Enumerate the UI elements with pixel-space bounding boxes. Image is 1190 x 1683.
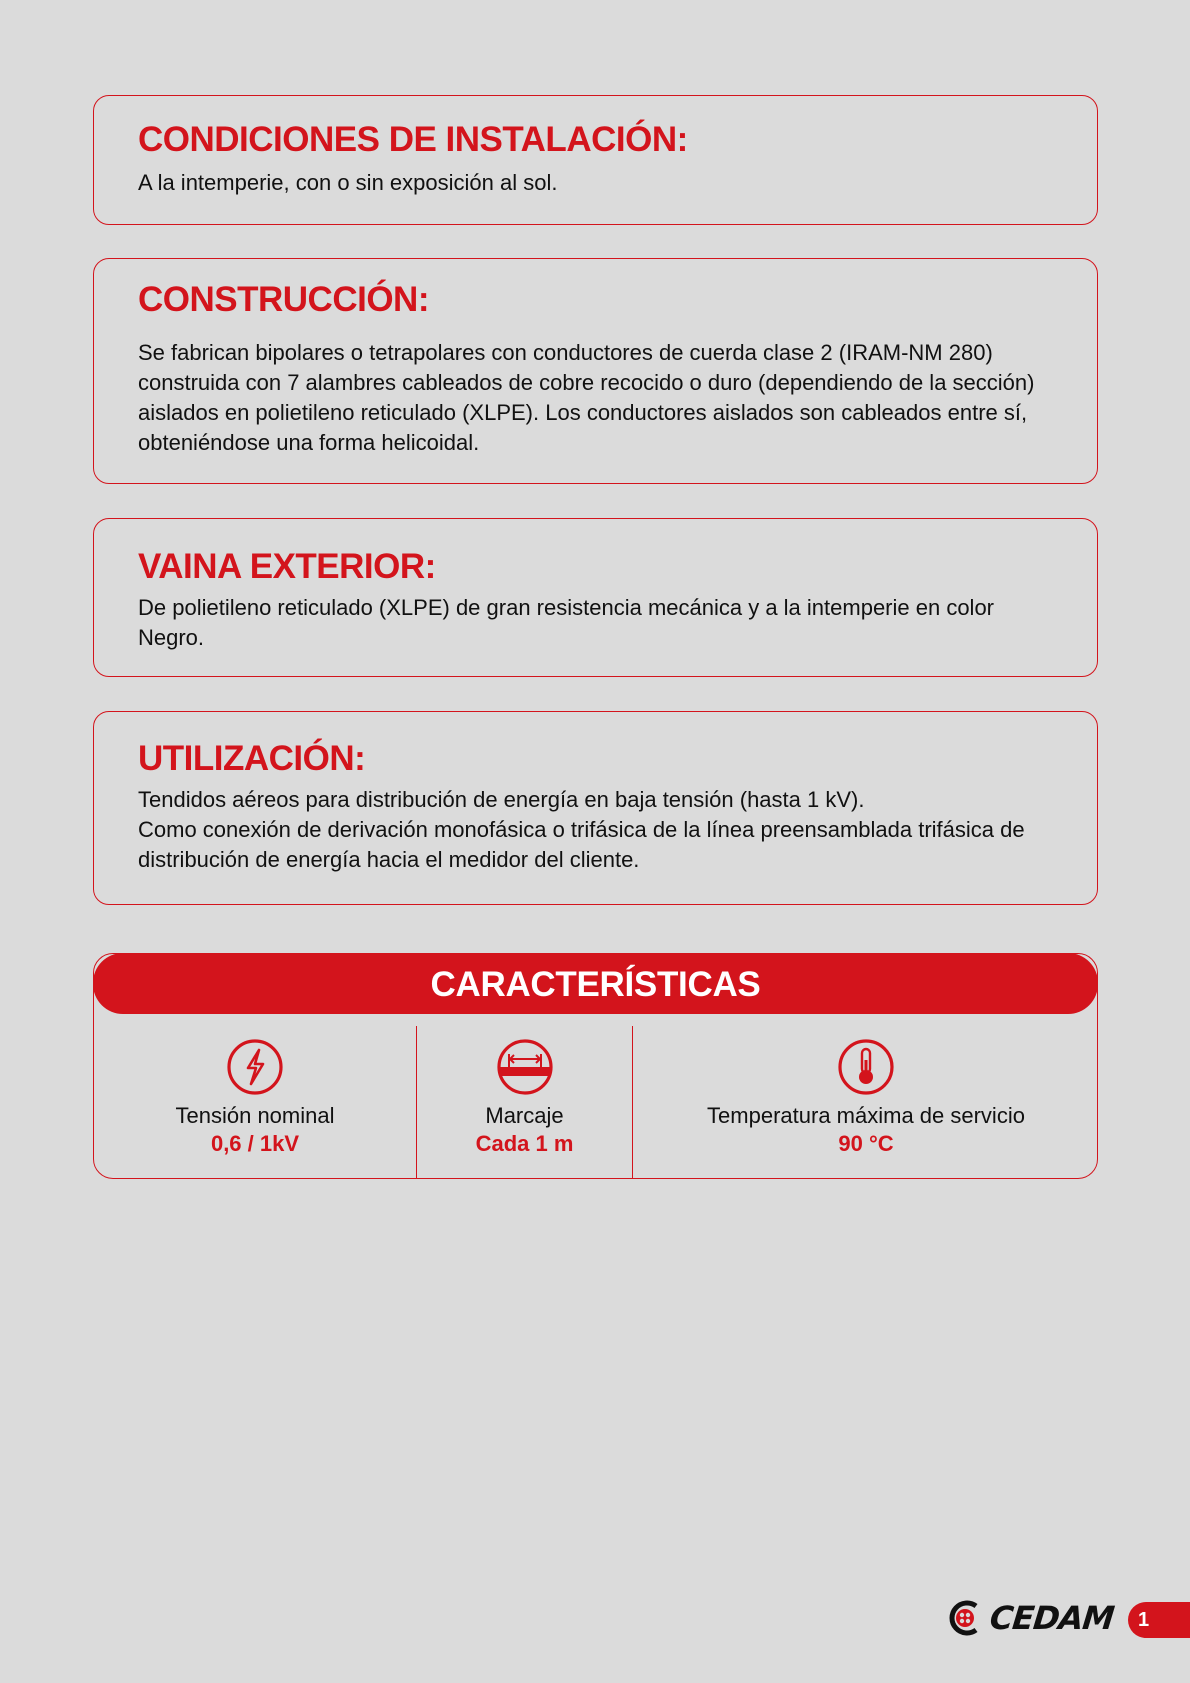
usage-text-line2: Como conexión de derivación monofásica o trifásica de la línea preensamblada trifásica de distribución de energía hacia el medidor del cliente. [138,817,1025,872]
feature-marking [417,1026,632,1178]
feature-label: Marcaje [485,1103,564,1128]
outer-sheath-title: VAINA EXTERIOR: [138,547,436,586]
outer-sheath-text: De polietileno reticulado (XLPE) de gran resistencia mecánica y a la intemperie en color Negro. [138,595,995,650]
logo-wordmark: CEDAM [988,1599,1116,1637]
lightning-icon [226,1038,284,1096]
usage-title: UTILIZACIÓN: [138,739,366,778]
construction-text: Se fabrican bipolares o tetrapolares con conductores de cuerda clase 2 (IRAM-NM 280) construida con 7 alambres cableados de cobre recocido o duro (dependiendo de la sección) aislados en polietileno reticulado (XLPE). Los conductores aislados son cableados entre sí, obteniéndose una forma helicoidal. [138,340,1035,455]
feature-label: Temperatura máxima de servicio [707,1103,1025,1128]
feature-label: Tensión nominal [175,1103,335,1128]
usage-text-line1: Tendidos aéreos para distribución de energía en baja tensión (hasta 1 kV). [138,787,865,812]
cedam-logo [946,1599,1114,1637]
feature-value: 0,6 / 1kV [210,1131,300,1156]
construction-title: CONSTRUCCIÓN: [138,280,429,319]
characteristics-panel [93,953,1098,1179]
outer-sheath-card [93,518,1098,677]
cable-logo-icon [946,1600,986,1636]
installation-conditions-card [93,95,1098,225]
feature-nominal-voltage [94,1026,416,1178]
installation-conditions-text: A la intemperie, con o sin exposición al sol. [138,170,558,195]
usage-card [93,711,1098,905]
feature-value: 90 °C [838,1131,894,1156]
cable-marking-icon [496,1038,554,1096]
thermometer-icon [837,1038,895,1096]
page-number: 1 [1128,1602,1190,1638]
installation-conditions-title: CONDICIONES DE INSTALACIÓN: [138,120,688,159]
construction-card [93,258,1098,484]
feature-value: Cada 1 m [475,1131,574,1156]
characteristics-header: CARACTERÍSTICAS [93,953,1098,1014]
feature-max-temperature [633,1026,1099,1178]
